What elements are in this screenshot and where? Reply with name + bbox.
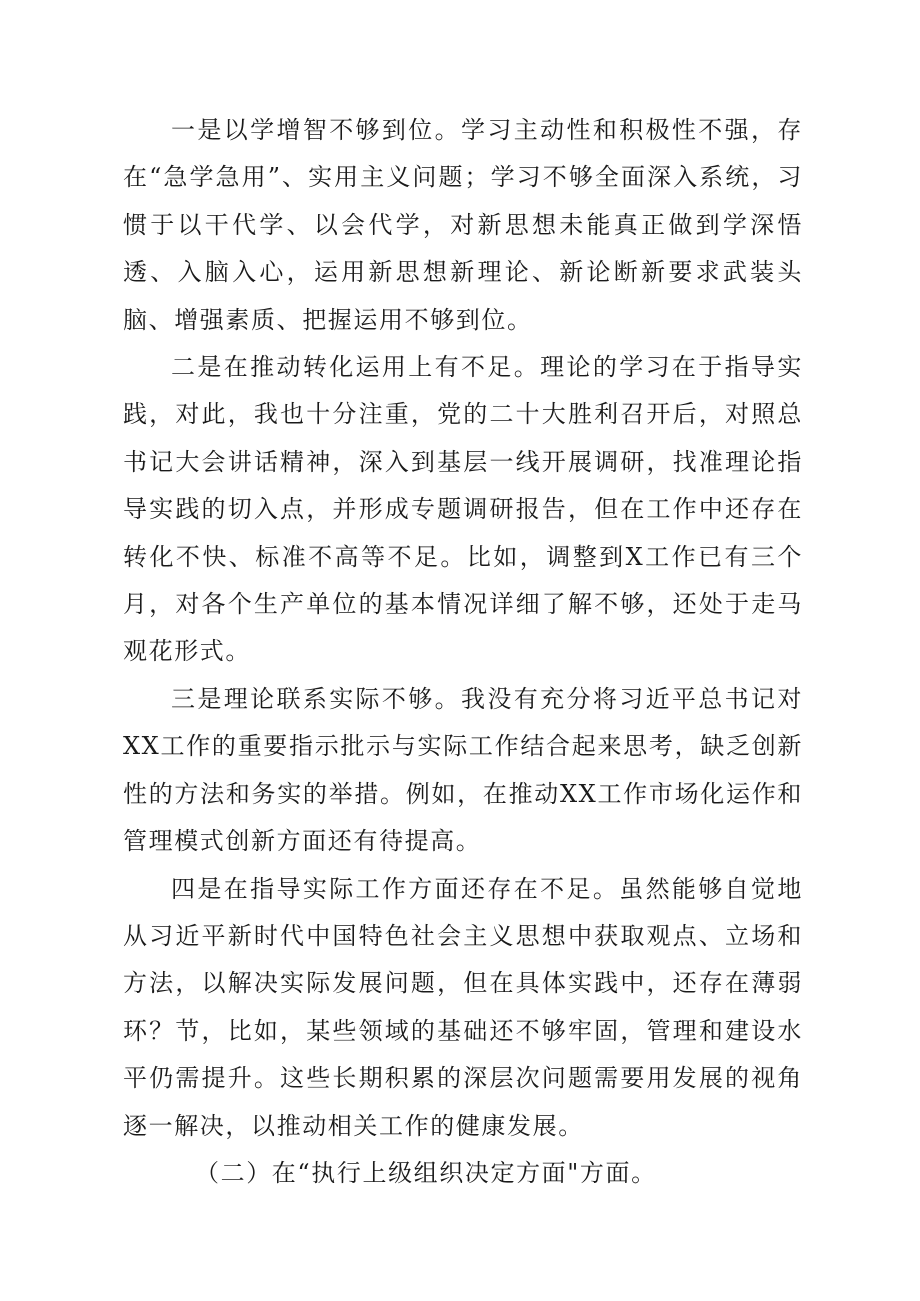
paragraph-4: 四是在指导实际工作方面还存在不足。虽然能够自觉地从习近平新时代中国特色社会主义思想中获取观点、立场和方法，以解决实际发展问题，但在具体实践中，还存在薄弱环？节，比如，某些领域的基础还不够牢固，管理和建设水平仍需提升。这些长期积累的深层次问题需要用发展的视角逐一解决，以推动相关工作的健康发展。: [123, 874, 803, 1140]
document-body: [123, 107, 803, 1197]
section-heading: （二）在“执行上级组织决定方面"方面。: [195, 1158, 657, 1187]
paragraph-3: 三是理论联系实际不够。我没有充分将习近平总书记对XX工作的重要指示批示与实际工作结合起来思考，缺乏创新性的方法和务实的举措。例如，在推动XX工作市场化运作和管理模式创新方面还有待提高。: [123, 684, 803, 856]
paragraph-1: 一是以学增智不够到位。学习主动性和积极性不强，存在“急学急用”、实用主义问题；学习不够全面深入系统，习惯于以干代学、以会代学，对新思想未能真正做到学深悟透、入脑入心，运用新思想新理论、新论断新要求武装头脑、增强素质、把握运用不够到位。: [123, 116, 803, 334]
paragraph-2: 二是在推动转化运用上有不足。理论的学习在于指导实践，对此，我也十分注重，党的二十大胜利召开后，对照总书记大会讲话精神，深入到基层一线开展调研，找准理论指导实践的切入点，并形成专题调研报告，但在工作中还存在转化不快、标准不高等不足。比如，调整到X工作已有三个月，对各个生产单位的基本情况详细了解不够，还处于走马观花形式。: [123, 353, 803, 666]
